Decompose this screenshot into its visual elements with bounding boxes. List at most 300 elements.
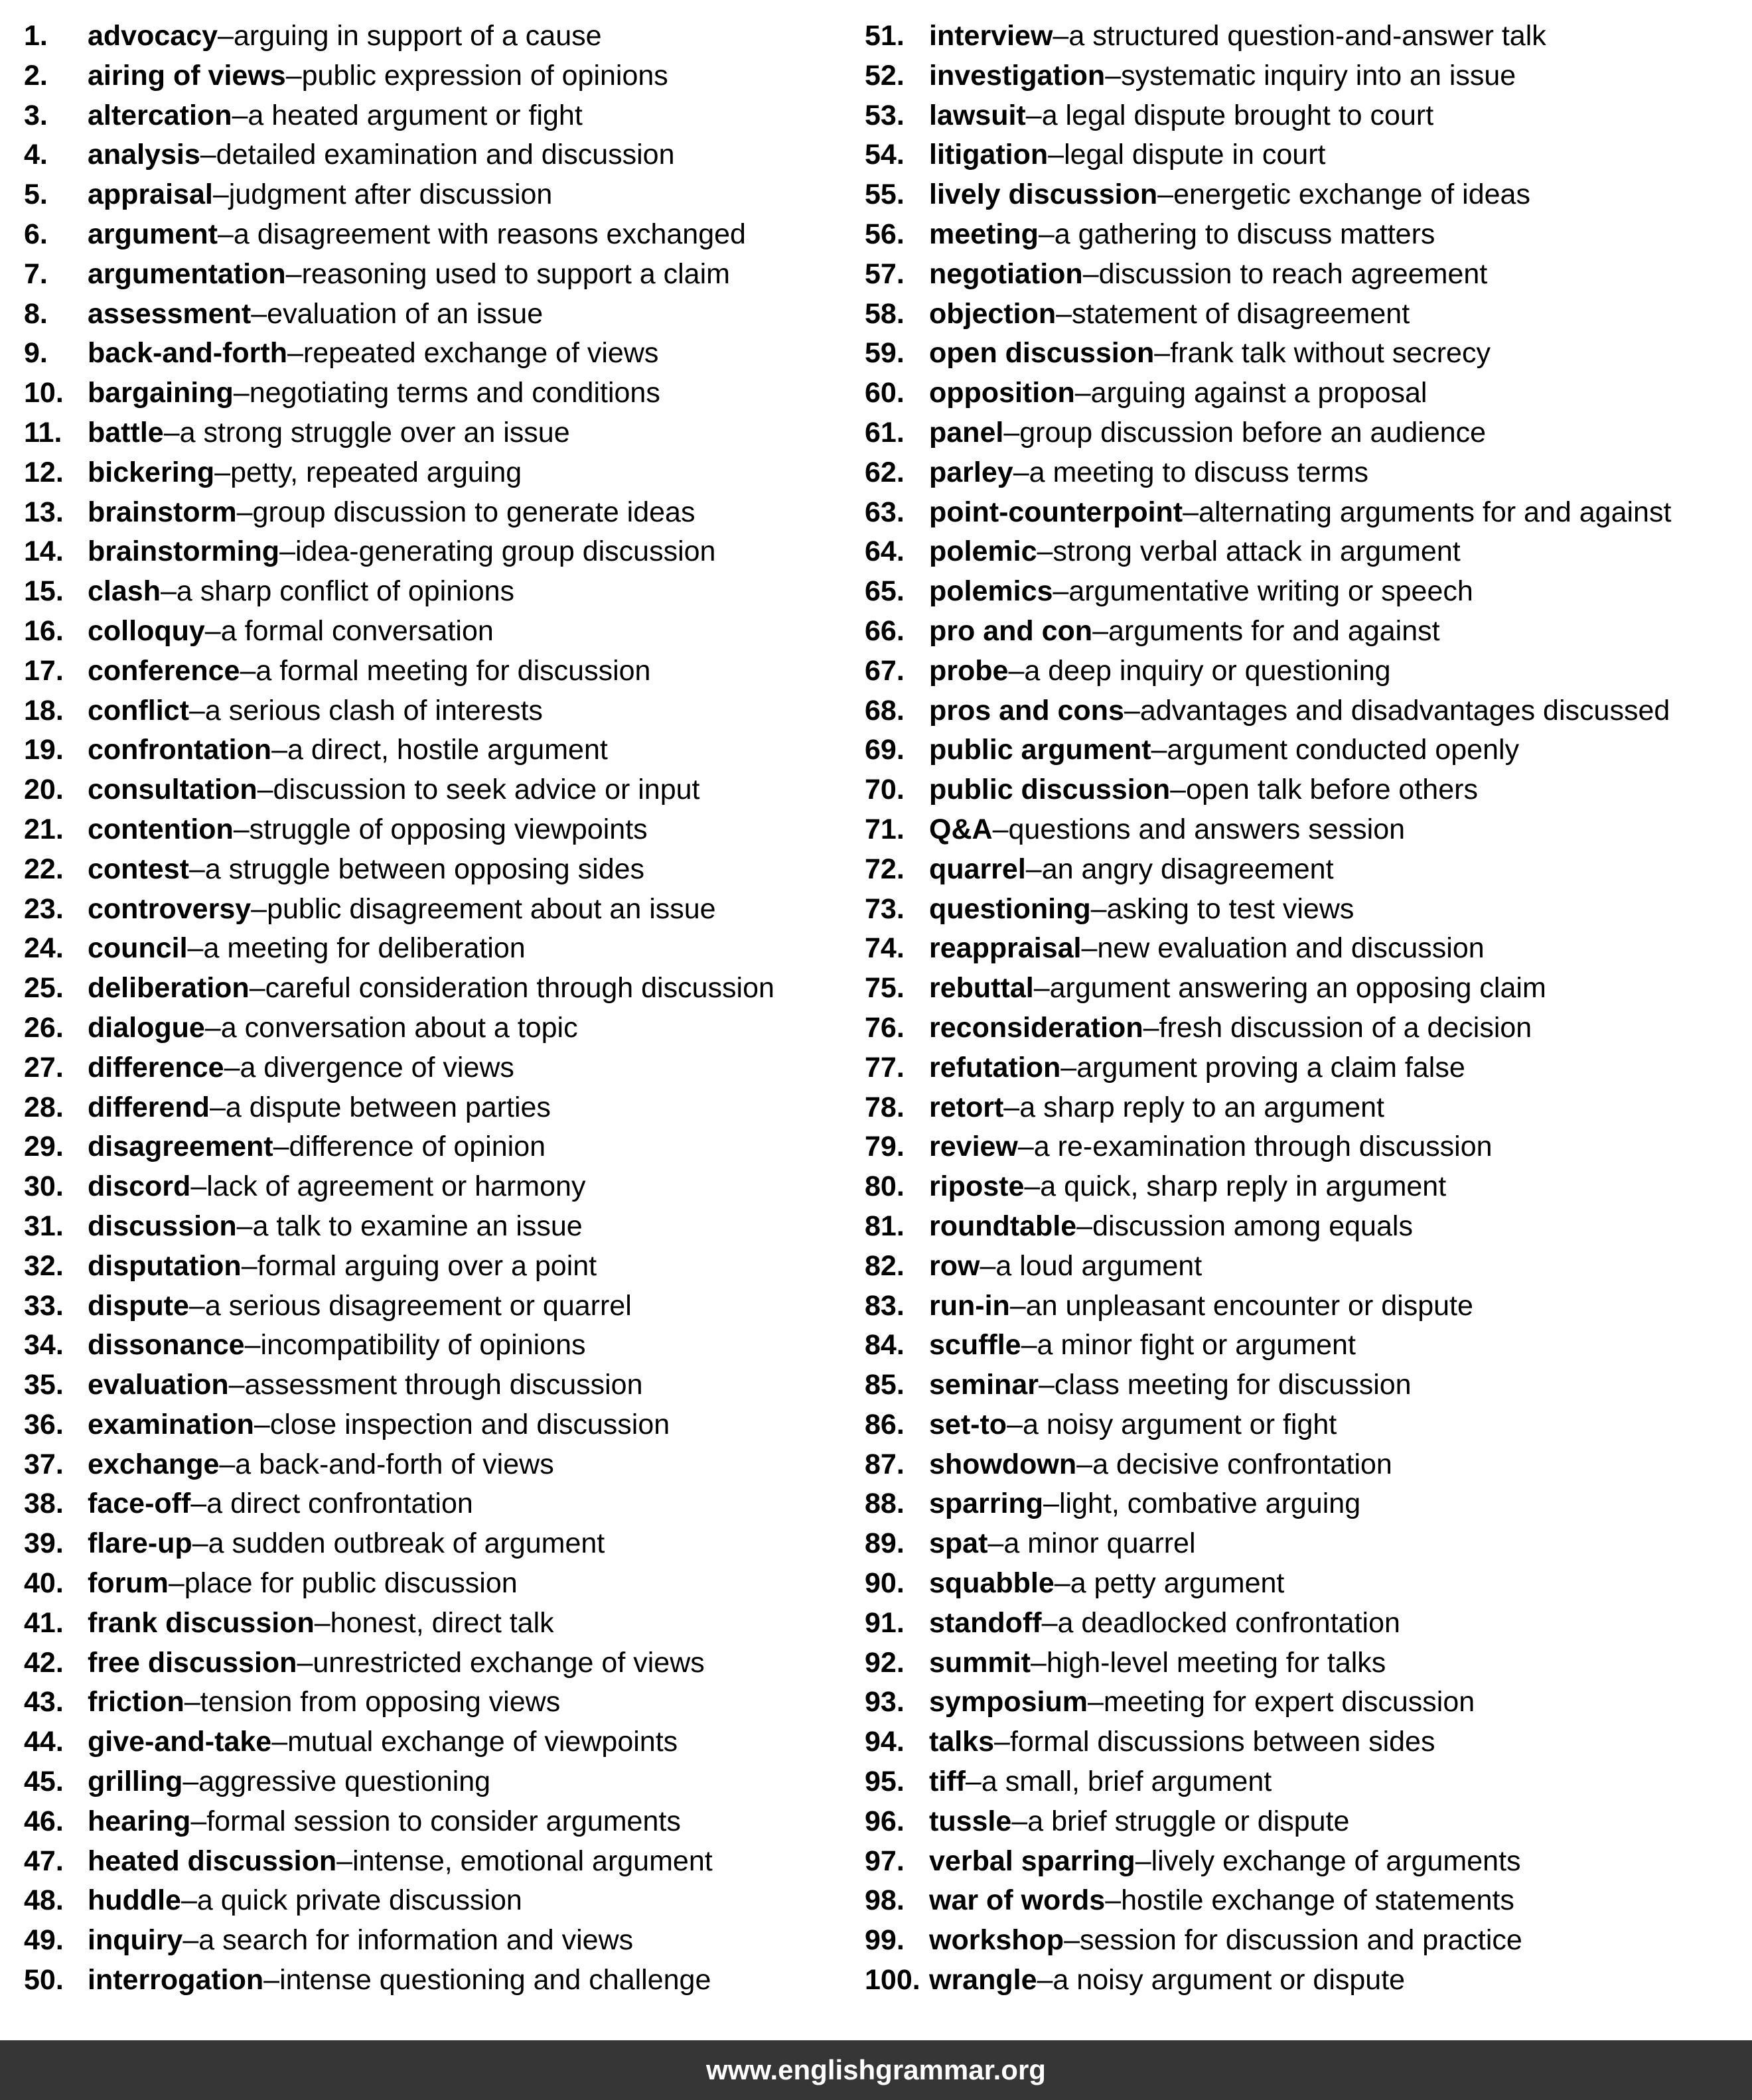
item-number: 26. [24,1011,64,1044]
footer-website-link[interactable]: www.englishgrammar.org [706,2054,1046,2085]
item-number: 58. [865,297,905,330]
item-definition: strong verbal attack in argument [1053,535,1461,568]
item-definition: legal dispute in court [1064,139,1326,171]
item-definition: evaluation of an issue [267,297,544,330]
item-definition: a divergence of views [240,1051,514,1084]
item-term: hearing [88,1805,191,1837]
item-definition: tension from opposing views [200,1686,561,1718]
list-item [865,1881,1752,1921]
list-item [24,691,860,731]
item-separator: – [204,614,221,647]
item-term: tiff [929,1766,966,1798]
list-item [24,1722,860,1762]
item-separator: – [314,1606,330,1639]
item-term: roundtable [929,1210,1077,1242]
item-number: 87. [865,1448,905,1480]
item-term: workshop [929,1924,1064,1957]
item-number: 95. [865,1766,905,1798]
item-definition: honest, direct talk [330,1606,554,1639]
list-item [865,1604,1752,1644]
item-definition: a meeting to discuss terms [1029,456,1369,488]
item-term: altercation [88,99,232,131]
item-number: 29. [24,1131,64,1163]
list-item [865,1326,1752,1365]
item-number: 32. [24,1249,64,1282]
item-number: 61. [865,416,905,449]
item-number: 92. [865,1646,905,1679]
item-term: heated discussion [88,1845,337,1877]
list-item [865,1287,1752,1326]
item-separator: – [219,1448,236,1480]
list-item [24,493,860,533]
item-definition: a quick private discussion [196,1884,522,1917]
item-separator: – [1087,1686,1104,1718]
list-item [865,453,1752,493]
item-number: 93. [865,1686,905,1718]
item-number: 85. [865,1369,905,1401]
item-definition: arguing in support of a cause [233,20,602,52]
item-term: grilling [88,1766,183,1798]
item-definition: incompatibility of opinions [260,1329,586,1362]
item-term: litigation [929,139,1049,171]
item-definition: a minor fight or argument [1037,1329,1356,1362]
list-item [865,56,1752,96]
item-term: flare-up [88,1527,192,1560]
item-separator: – [285,257,302,290]
item-number: 21. [24,813,64,845]
item-separator: – [1060,1051,1077,1084]
item-number: 55. [865,178,905,211]
item-separator: – [1025,99,1042,131]
item-definition: unrestricted exchange of views [313,1646,705,1679]
item-term: run-in [929,1289,1010,1322]
item-number: 11. [24,416,62,449]
list-item [24,1088,860,1128]
item-definition: a gathering to discuss matters [1054,218,1435,250]
item-term: parley [929,456,1013,488]
item-number: 10. [24,377,64,409]
item-term: council [88,932,188,965]
list-item [24,1524,860,1564]
list-item [865,969,1752,1009]
item-term: symposium [929,1686,1088,1718]
list-item [865,1445,1752,1485]
list-item [24,56,860,96]
list-item [865,96,1752,136]
item-number: 96. [865,1805,905,1837]
item-definition: questions and answers session [1008,813,1406,845]
item-definition: arguing against a proposal [1090,377,1427,409]
item-separator: – [1017,1131,1034,1163]
item-definition: formal arguing over a point [257,1249,597,1282]
item-separator: – [1135,1845,1151,1877]
item-definition: intense, emotional argument [352,1845,713,1877]
item-number: 48. [24,1884,64,1917]
item-number: 99. [865,1924,905,1957]
item-separator: – [254,1408,270,1440]
item-term: confrontation [88,734,272,766]
item-definition: a search for information and views [198,1924,634,1957]
item-separator: – [183,1924,199,1957]
item-definition: discussion to reach agreement [1098,257,1488,290]
item-number: 84. [865,1329,905,1362]
item-number: 94. [865,1726,905,1758]
item-number: 57. [865,257,905,290]
item-definition: a serious disagreement or quarrel [204,1289,632,1322]
list-item [24,1287,860,1326]
item-term: evaluation [88,1369,229,1401]
item-separator: – [285,59,302,92]
item-separator: – [190,1488,207,1520]
item-term: conflict [88,694,189,727]
item-definition: systematic inquiry into an issue [1121,59,1516,92]
item-separator: – [244,1329,261,1362]
item-number: 47. [24,1845,64,1877]
item-separator: – [1105,1884,1122,1917]
item-separator: – [1076,1210,1093,1242]
item-definition: a sharp conflict of opinions [176,575,515,608]
item-term: exchange [88,1448,220,1480]
item-separator: – [1013,456,1029,488]
item-definition: a noisy argument or dispute [1053,1964,1406,1996]
item-separator: – [1043,1488,1059,1520]
item-term: argument [88,218,218,250]
item-definition: public disagreement about an issue [267,892,716,925]
item-definition: asking to test views [1106,892,1354,925]
item-term: reconsideration [929,1011,1143,1044]
list-item [24,1365,860,1405]
list-item [865,374,1752,413]
item-number: 80. [865,1170,905,1203]
list-item [865,1009,1752,1048]
item-definition: a heated argument or fight [248,99,583,131]
list-item [24,1564,860,1604]
item-definition: a direct, hostile argument [287,734,608,766]
list-item [24,1127,860,1167]
list-item [24,969,860,1009]
list-item [24,731,860,770]
list-item [865,135,1752,175]
list-item [865,1842,1752,1882]
item-definition: a serious clash of interests [204,694,543,727]
item-separator: – [1025,853,1042,885]
item-separator: – [1076,1448,1093,1480]
list-item [865,334,1752,374]
item-number: 2. [24,59,48,92]
item-term: spat [929,1527,988,1560]
item-separator: – [1056,297,1072,330]
item-number: 86. [865,1408,905,1440]
list-item [865,1127,1752,1167]
item-definition: arguments for and against [1108,614,1440,647]
list-item [865,572,1752,612]
item-separator: – [1003,416,1020,449]
list-item [24,929,860,969]
item-term: standoff [929,1606,1042,1639]
list-item [865,295,1752,334]
item-definition: high-level meeting for talks [1046,1646,1386,1679]
item-definition: a back-and-forth of views [235,1448,554,1480]
item-separator: – [1033,972,1050,1005]
item-number: 91. [865,1606,905,1639]
item-separator: – [1007,1408,1023,1440]
item-term: dispute [88,1289,189,1322]
item-separator: – [1090,892,1107,925]
list-item [865,612,1752,652]
item-term: riposte [929,1170,1025,1203]
item-separator: – [1064,1924,1080,1957]
list-item [24,255,860,295]
item-definition: a struggle between opposing sides [204,853,645,885]
item-separator: – [1024,1170,1041,1203]
item-term: sparring [929,1488,1044,1520]
item-number: 56. [865,218,905,250]
item-number: 15. [24,575,64,608]
footer-bar [0,2040,1752,2100]
item-definition: lack of agreement or harmony [206,1170,586,1203]
item-number: 81. [865,1210,905,1242]
item-term: airing of views [88,59,286,92]
item-term: probe [929,654,1009,687]
list-item [24,1048,860,1088]
item-number: 14. [24,535,64,568]
item-separator: – [271,1726,288,1758]
item-term: interview [929,20,1053,52]
item-separator: – [1030,1646,1047,1679]
item-definition: class meeting for discussion [1054,1369,1412,1401]
item-definition: an angry disagreement [1041,853,1334,885]
item-term: pros and cons [929,694,1124,727]
item-separator: – [214,456,231,488]
item-definition: new evaluation and discussion [1097,932,1485,965]
item-number: 20. [24,774,64,806]
list-item [24,1207,860,1247]
list-item [24,1644,860,1683]
item-separator: – [190,1170,207,1203]
list-item [24,850,860,890]
item-number: 44. [24,1726,64,1758]
item-separator: – [297,1646,313,1679]
item-definition: formal session to consider arguments [206,1805,681,1837]
list-item [865,1247,1752,1287]
item-term: assessment [88,297,252,330]
item-separator: – [168,1567,184,1600]
item-term: lively discussion [929,178,1158,211]
item-definition: a petty argument [1070,1567,1285,1600]
item-term: refutation [929,1051,1061,1084]
item-definition: formal discussions between sides [1009,1726,1435,1758]
item-number: 77. [865,1051,905,1084]
item-separator: – [1021,1329,1037,1362]
item-definition: lively exchange of arguments [1151,1845,1521,1877]
item-separator: – [1170,774,1187,806]
item-separator: – [1082,257,1099,290]
list-item [24,652,860,691]
item-number: 83. [865,1289,905,1322]
item-number: 1. [24,20,48,52]
item-definition: a noisy argument or fight [1022,1408,1337,1440]
item-separator: – [287,337,303,370]
item-term: point-counterpoint [929,496,1183,528]
item-definition: alternating arguments for and against [1199,496,1672,528]
list-item [24,810,860,850]
list-item [865,652,1752,691]
list-item [24,453,860,493]
list-item [24,532,860,572]
item-term: squabble [929,1567,1055,1600]
item-separator: – [1092,614,1108,647]
item-separator: – [1183,496,1199,528]
item-definition: place for public discussion [184,1567,518,1600]
item-number: 3. [24,99,48,131]
list-item [865,532,1752,572]
list-item [865,1644,1752,1683]
list-item [24,1921,860,1961]
item-number: 68. [865,694,905,727]
item-term: differend [88,1091,210,1123]
item-definition: hostile exchange of statements [1121,1884,1514,1917]
item-number: 82. [865,1249,905,1282]
item-definition: fresh discussion of a decision [1159,1011,1532,1044]
item-definition: a minor quarrel [1003,1527,1196,1560]
item-separator: – [1009,1289,1026,1322]
item-definition: a formal conversation [220,614,494,647]
item-separator: – [1054,1567,1070,1600]
item-term: argumentation [88,257,286,290]
item-separator: – [273,1131,289,1163]
item-definition: a brief struggle or dispute [1027,1805,1350,1837]
item-number: 54. [865,139,905,171]
item-definition: a formal meeting for discussion [256,654,651,687]
item-number: 24. [24,932,64,965]
list-item [865,1564,1752,1604]
item-definition: reasoning used to support a claim [301,257,730,290]
item-separator: – [1105,59,1122,92]
item-term: investigation [929,59,1106,92]
item-definition: session for discussion and practice [1080,1924,1522,1957]
item-number: 34. [24,1329,64,1362]
item-definition: judgment after discussion [228,178,553,211]
item-term: brainstorming [88,535,280,568]
item-number: 8. [24,297,48,330]
item-definition: careful consideration through discussion [265,972,774,1005]
list-item [24,1961,860,2000]
item-term: verbal sparring [929,1845,1135,1877]
item-term: public argument [929,734,1151,766]
item-separator: – [1011,1805,1028,1837]
item-separator: – [336,1845,353,1877]
item-number: 51. [865,20,905,52]
item-separator: – [251,892,267,925]
item-separator: – [192,1527,208,1560]
item-term: row [929,1249,980,1282]
item-definition: a deep inquiry or questioning [1024,654,1391,687]
item-definition: a sudden outbreak of argument [208,1527,605,1560]
item-definition: group discussion to generate ideas [252,496,695,528]
item-separator: – [1048,139,1064,171]
item-number: 39. [24,1527,64,1560]
item-number: 75. [865,972,905,1005]
item-number: 100. [865,1964,920,1996]
item-term: public discussion [929,774,1171,806]
item-definition: argumentative writing or speech [1068,575,1473,608]
item-term: talks [929,1726,995,1758]
list-item [24,215,860,255]
item-definition: mutual exchange of viewpoints [287,1726,678,1758]
list-item [865,1048,1752,1088]
item-term: negotiation [929,257,1083,290]
item-term: interrogation [88,1964,264,1996]
item-separator: – [1053,20,1069,52]
item-term: face-off [88,1488,191,1520]
item-term: scuffle [929,1329,1021,1362]
item-term: wrangle [929,1964,1037,1996]
list-item [865,175,1752,215]
item-term: discussion [88,1210,237,1242]
item-definition: light, combative arguing [1058,1488,1361,1520]
list-item [865,1484,1752,1524]
item-separator: – [218,20,234,52]
list-item [24,1445,860,1485]
item-separator: – [1037,535,1053,568]
item-separator: – [1143,1011,1159,1044]
list-item [865,1365,1752,1405]
item-separator: – [992,813,1009,845]
item-separator: – [1037,1964,1053,1996]
item-definition: a decisive confrontation [1092,1448,1392,1480]
item-term: questioning [929,892,1091,925]
item-separator: – [241,1249,257,1282]
item-number: 5. [24,178,48,211]
item-term: opposition [929,377,1075,409]
item-definition: a small, brief argument [981,1766,1272,1798]
item-number: 97. [865,1845,905,1877]
item-term: reappraisal [929,932,1082,965]
word-list-left-column [24,17,860,2000]
item-separator: – [228,1369,245,1401]
item-number: 49. [24,1924,64,1957]
item-separator: – [163,416,180,449]
item-definition: an unpleasant encounter or dispute [1025,1289,1473,1322]
item-separator: – [1157,178,1174,211]
item-term: meeting [929,218,1039,250]
item-definition: a meeting for deliberation [203,932,526,965]
item-definition: energetic exchange of ideas [1173,178,1530,211]
item-term: discord [88,1170,191,1203]
item-term: conference [88,654,240,687]
list-item [865,255,1752,295]
list-item [24,1802,860,1842]
item-definition: intense questioning and challenge [279,1964,711,1996]
item-term: huddle [88,1884,181,1917]
item-separator: – [184,1686,200,1718]
item-definition: difference of opinion [289,1131,546,1163]
item-term: set-to [929,1408,1007,1440]
item-separator: – [965,1766,982,1798]
item-term: review [929,1131,1018,1163]
item-term: give-and-take [88,1726,272,1758]
list-item [24,1604,860,1644]
item-number: 76. [865,1011,905,1044]
item-number: 59. [865,337,905,370]
item-number: 46. [24,1805,64,1837]
item-number: 31. [24,1210,64,1242]
item-definition: argument proving a claim false [1076,1051,1465,1084]
item-definition: negotiating terms and conditions [249,377,660,409]
item-definition: discussion among equals [1092,1210,1413,1242]
item-term: forum [88,1567,169,1600]
item-separator: – [181,1884,197,1917]
